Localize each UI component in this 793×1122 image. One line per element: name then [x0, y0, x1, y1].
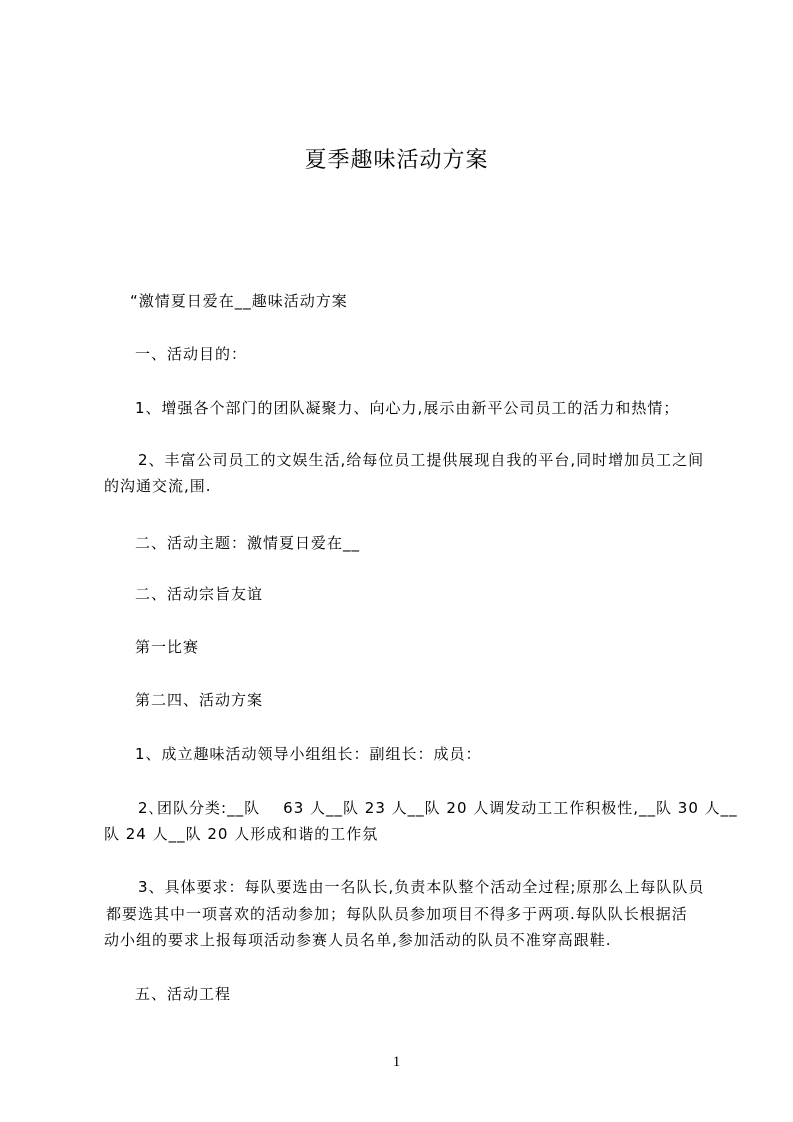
paragraph: 都要选其中一项喜欢的活动参加；每队队员参加项目不得多于两项.每队队长根据活 — [106, 905, 688, 923]
paragraph: 3、具体要求：每队要选由一名队长,负责本队整个活动全过程;原那么上每队队员 — [138, 878, 705, 896]
section-heading: 二、活动宗旨友谊 — [135, 585, 264, 603]
section-heading: 五、活动工程 — [135, 985, 232, 1003]
section-heading: 二、活动主题：激情夏日爱在__ — [135, 534, 361, 552]
paragraph: 1、成立趣味活动领导小组组长：副组长：成员： — [135, 745, 482, 763]
paragraph: 队 24 人__队 20 人形成和谐的工作氛 — [104, 825, 379, 843]
document-title: 夏季趣味活动方案 — [304, 148, 489, 173]
paragraph: 2､团队分类:__队 63 人__队 23 人__队 20 人调发动工工作积极性,__队 30 人__ — [138, 799, 738, 817]
paragraph: 2、丰富公司员工的文娱生活,给每位员工提供展现自我的平台,同时增加员工之间 — [138, 451, 705, 469]
page-number: 1 — [392, 1054, 401, 1070]
section-heading: 第二四、活动方案 — [135, 691, 264, 709]
paragraph: 的沟通交流,围. — [104, 477, 212, 495]
section-heading: 一、活动目的： — [135, 345, 248, 363]
paragraph: “激情夏日爱在__趣味活动方案 — [130, 292, 348, 310]
paragraph: 动小组的要求上报每项活动参赛人员名单,参加活动的队员不准穿高跟鞋. — [104, 931, 612, 949]
paragraph: 第一比赛 — [135, 638, 200, 656]
paragraph: 1、增强各个部门的团队凝聚力、向心力,展示由新平公司员工的活力和热情； — [135, 399, 680, 417]
